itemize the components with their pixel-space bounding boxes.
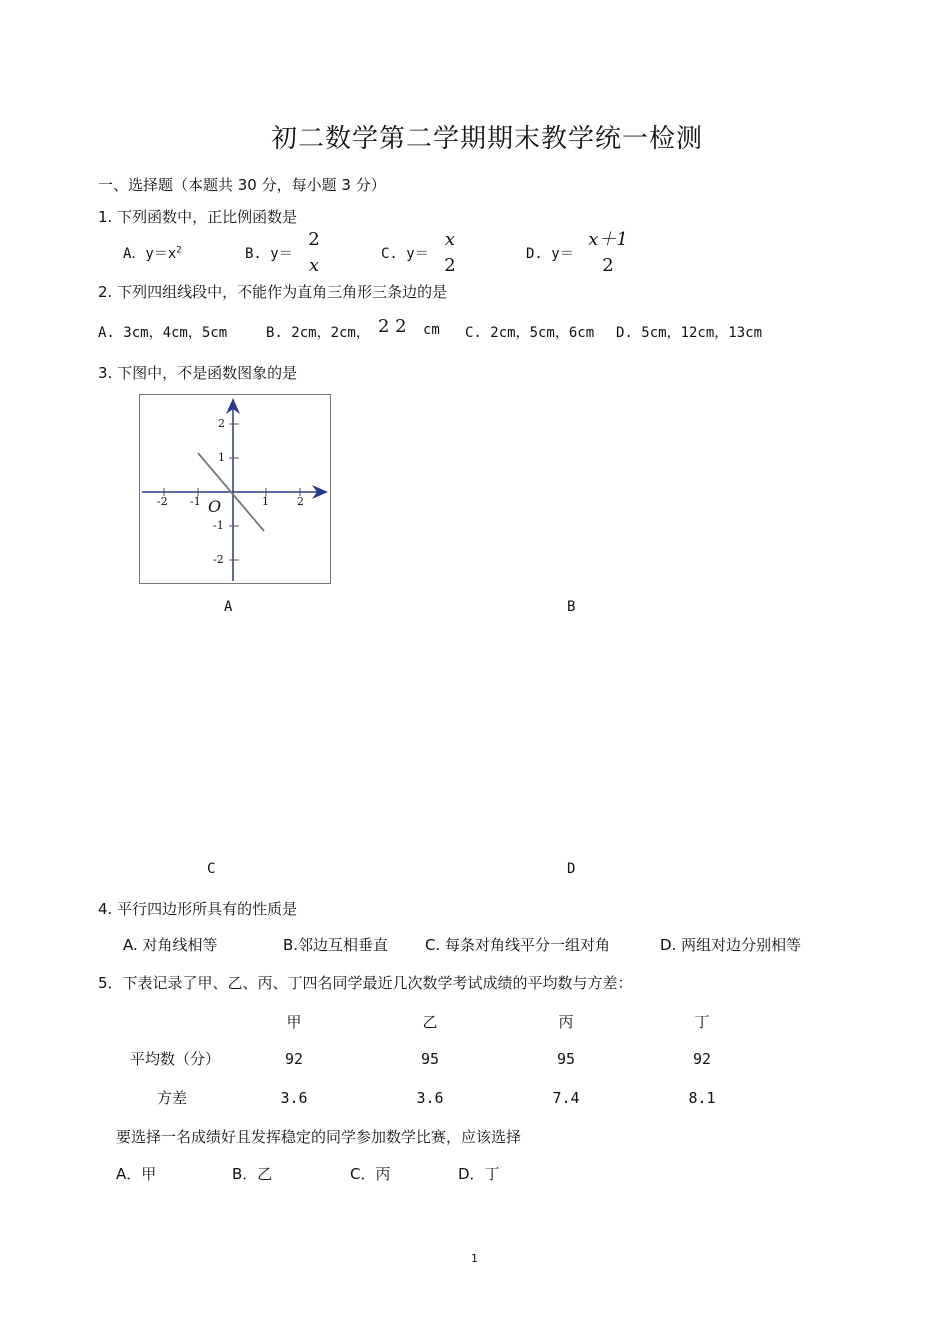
table-cell: 3.6 [416,1089,444,1107]
q4-option-c: C. 每条对角线平分一组对角 [425,936,611,954]
q2-option-d: D. 5cm，12cm，13cm [616,325,763,341]
q1-option-c-fraction [438,227,462,279]
q1-stem: 1. 下列函数中，正比例函数是 [98,208,298,226]
x-tick-label: 2 [297,495,304,508]
q2-option-b-unit: cm [423,322,440,338]
q1-option-d: D. y＝ [526,246,574,262]
table-cell: 92 [284,1050,304,1068]
table-cell: 92 [692,1050,712,1068]
q3-label-a: A [224,599,233,615]
table-header: 乙 [422,1013,438,1031]
q1-d-numerator: x＋1 [588,229,628,250]
q2-option-b-radical: 2 2 [378,316,407,337]
q5-option-c: C．丙 [350,1165,391,1183]
table-header: 丙 [558,1013,574,1031]
q5-option-a: A．甲 [116,1165,157,1183]
q1-c-denominator: 2 [444,255,456,276]
table-cell: 95 [556,1050,576,1068]
q1-option-a-text: A．y＝x [123,246,177,262]
q4-option-d: D. 两组对边分别相等 [660,936,802,954]
y-tick-label: -1 [213,519,224,532]
q5-question: 要选择一名成绩好且发挥稳定的同学参加数学比赛，应该选择 [116,1128,522,1146]
q2-option-a: A. 3cm，4cm，5cm [98,325,228,341]
q4-option-a: A. 对角线相等 [123,936,218,954]
graph-origin-label: O [208,497,222,516]
q5-option-d: D．丁 [458,1165,500,1183]
table-header: 甲 [286,1013,302,1031]
table-row-label: 平均数（分） [130,1050,221,1068]
y-tick-label: 1 [218,451,225,464]
q2-option-c: C. 2cm，5cm，6cm [465,325,595,341]
table-cell: 8.1 [688,1089,716,1107]
q1-option-b: B. y＝ [245,246,293,262]
q2-option-b: B. 2cm，2cm， [266,325,370,341]
q1-option-c: C. y＝ [381,246,429,262]
q3-stem: 3. 下图中，不是函数图象的是 [98,364,298,382]
q1-option-a [123,243,182,263]
x-tick-label: -1 [190,495,201,508]
x-tick-label: 1 [262,495,269,508]
page-number: 1 [471,1252,478,1265]
q1-b-denominator: x [308,255,320,276]
page-title: 初二数学第二学期期末教学统一检测 [271,124,704,154]
x-tick-label: -2 [157,495,168,508]
q3-graph-a-svg [140,395,330,583]
q3-label-d: D [567,861,576,877]
table-cell: 3.6 [280,1089,308,1107]
q2-stem: 2. 下列四组线段中，不能作为直角三角形三条边的是 [98,283,448,301]
q5-option-b: B．乙 [232,1165,273,1183]
q4-option-b: B.邻边互相垂直 [283,936,389,954]
q5-stem: 5．下表记录了甲、乙、丙、丁四名同学最近几次数学考试成绩的平均数与方差： [98,974,633,992]
q1-c-numerator: x [444,229,456,250]
q3-graph-a [139,394,331,584]
table-row-label: 方差 [157,1089,188,1107]
table-cell: 7.4 [552,1089,580,1107]
table-header: 丁 [694,1013,710,1031]
table-cell: 95 [420,1050,440,1068]
q3-label-c: C [207,861,216,877]
y-tick-label: 2 [218,417,225,430]
q1-option-d-fraction [586,227,630,279]
q4-stem: 4. 平行四边形所具有的性质是 [98,900,298,918]
section-heading: 一、选择题（本题共 30 分，每小题 3 分） [98,176,386,194]
q1-option-b-fraction [302,227,326,279]
q3-label-b: B [567,599,576,615]
q1-option-a-exponent: 2 [176,245,182,256]
q1-b-numerator: 2 [308,229,320,250]
q1-d-denominator: 2 [602,255,614,276]
y-tick-label: -2 [213,553,224,566]
